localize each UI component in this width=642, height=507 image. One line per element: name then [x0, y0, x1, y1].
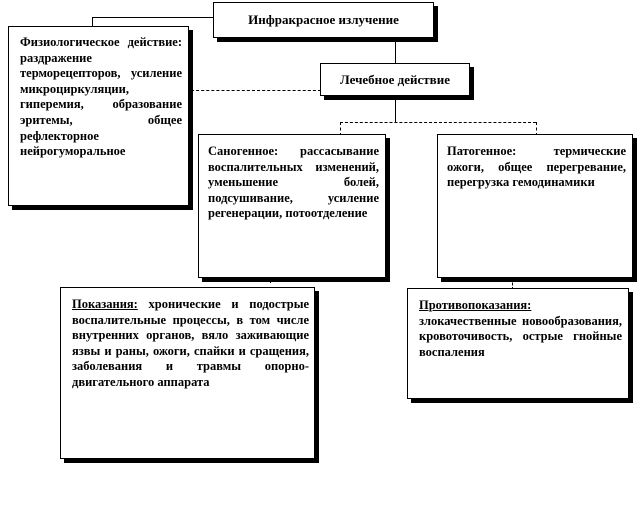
pathogenic-text: Патогенное: термические ожоги, общее перегревание, перегрузка гемодинамики	[447, 144, 626, 190]
root-node-label: Инфракрасное излучение	[248, 12, 399, 27]
sanogenic-box	[198, 134, 386, 278]
indications-label: Показания:	[72, 297, 138, 311]
pathogenic-box	[437, 134, 633, 278]
indications-box	[60, 287, 315, 459]
root-node-box	[213, 2, 434, 38]
physiological-action-box	[8, 26, 189, 206]
contraindications-box	[407, 288, 629, 399]
physiological-action-text: Физиологическое действие: раздражение терморецепторов, усиление микроциркуляции, гиперемия, образование эритемы, общее рефлекторное нейрогуморальное	[20, 35, 182, 159]
contraindications-text: злокачественные новообразования, кровоточивость, острые гнойные воспаления	[419, 313, 622, 359]
sanogenic-text: Саногенное: рассасывание воспалительных изменений, уменьшение болей, подсушивание, усиление регенерации, потоотделение	[208, 144, 379, 221]
indications-text: хронические и подострые воспалительные процессы, в том числе внутренних органов, вяло заживающие язвы и раны, ожоги, спайки и сращения, заболевания и травмы опорно-двигательного аппарата	[72, 297, 310, 389]
connector-root-to-physiological-h	[92, 17, 214, 18]
connector-therapeutic-branch-h	[340, 122, 536, 123]
connector-sanogenic-to-indications	[270, 282, 271, 283]
therapeutic-action-box	[320, 63, 470, 96]
connector-physiological-to-therapeutic	[191, 90, 321, 91]
therapeutic-action-label: Лечебное действие	[340, 72, 450, 87]
contraindications-label: Противопоказания:	[419, 298, 532, 312]
connector-therapeutic-down	[395, 96, 396, 122]
connector-root-to-therapeutic	[395, 38, 396, 63]
